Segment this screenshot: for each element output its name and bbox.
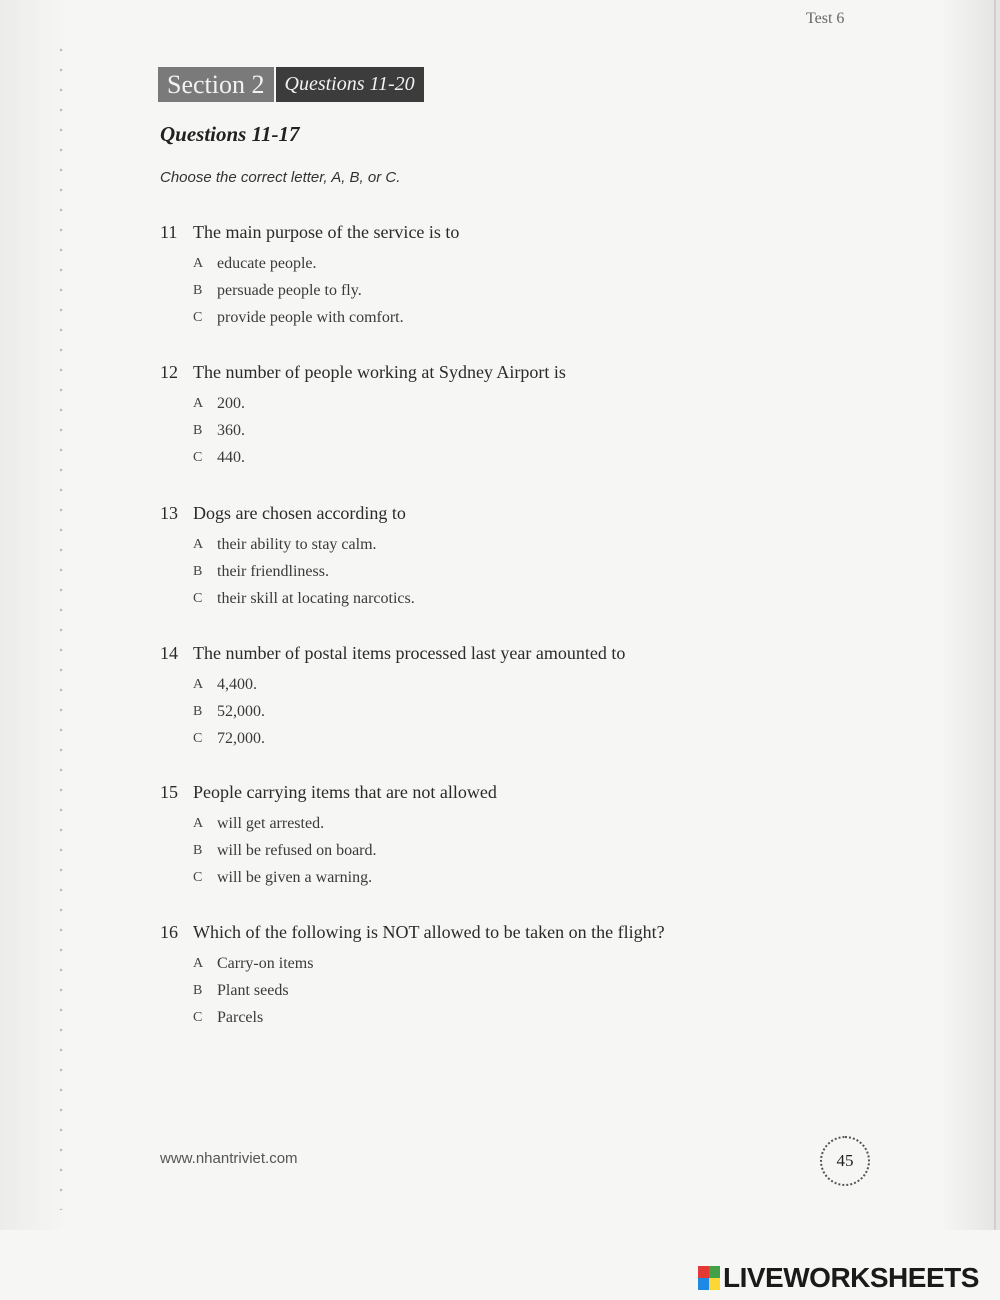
options-list [193,390,860,471]
option-c[interactable] [193,725,860,752]
brand-text: LIVEWORKSHEETS [723,1262,979,1293]
option-text: will get arrested. [217,814,325,832]
option-a[interactable] [193,810,860,837]
question-number: 11 [160,222,178,242]
question-15 [160,782,860,891]
binding-dots [58,40,64,1210]
option-text: 360. [217,421,245,439]
test-label: Test 6 [806,10,845,27]
option-text: 72,000. [217,729,265,747]
option-b[interactable] [193,558,860,585]
option-letter: A [193,395,204,411]
question-number: 13 [160,503,178,523]
question-12 [160,362,860,471]
question-text: The main purpose of the service is to [193,222,460,242]
section-banner [158,67,424,102]
option-c[interactable] [193,1004,860,1031]
option-text: persuade people to fly. [217,281,362,299]
logo-square-4 [709,1278,720,1290]
option-letter: C [193,1009,203,1025]
option-letter: C [193,869,203,885]
option-letter: B [193,982,203,998]
option-text: their skill at locating narcotics. [217,589,415,607]
footer-url: www.nhantriviet.com [160,1150,298,1167]
options-list [193,950,860,1031]
question-text: People carrying items that are not allowed [193,782,497,802]
option-text: 440. [217,448,245,466]
option-letter: A [193,955,204,971]
option-letter: B [193,703,203,719]
option-text: 200. [217,394,245,412]
option-a[interactable] [193,531,860,558]
option-c[interactable] [193,304,860,331]
option-text: Carry-on items [217,954,314,972]
question-14 [160,643,860,752]
section-label: Section 2 [158,67,274,102]
instruction-text: Choose the correct letter, A, B, or C. [160,169,401,186]
question-11 [160,222,860,331]
option-c[interactable] [193,444,860,471]
option-letter: A [193,676,204,692]
option-letter: A [193,815,204,831]
option-text: 4,400. [217,675,257,693]
options-list [193,810,860,891]
logo-square-3 [698,1278,709,1290]
options-list [193,250,860,331]
option-a[interactable] [193,671,860,698]
option-b[interactable] [193,277,860,304]
option-b[interactable] [193,417,860,444]
question-text: Which of the following is NOT allowed to be taken on the flight? [193,922,665,942]
option-b[interactable] [193,698,860,725]
page-number-badge: 45 [820,1136,870,1186]
question-number: 16 [160,922,178,942]
question-number: 14 [160,643,178,663]
option-b[interactable] [193,837,860,864]
option-text: provide people with comfort. [217,308,404,326]
option-letter: C [193,590,203,606]
question-16 [160,922,860,1031]
question-number: 15 [160,782,178,802]
logo-square-2 [709,1266,720,1278]
option-a[interactable] [193,250,860,277]
option-text: will be refused on board. [217,841,377,859]
page-shadow-right [940,0,1000,1230]
question-text: The number of postal items processed last year amounted to [193,643,626,663]
option-letter: C [193,449,203,465]
liveworksheets-logo-icon [698,1266,720,1290]
question-text: Dogs are chosen according to [193,503,406,523]
option-text: Parcels [217,1008,264,1026]
liveworksheets-brand[interactable] [698,1262,979,1294]
page-edge [994,0,996,1230]
question-number: 12 [160,362,178,382]
option-letter: B [193,422,203,438]
option-text: their ability to stay calm. [217,535,377,553]
option-a[interactable] [193,950,860,977]
option-text: educate people. [217,254,317,272]
option-letter: B [193,842,203,858]
option-b[interactable] [193,977,860,1004]
options-list [193,531,860,612]
option-letter: A [193,255,204,271]
question-group-title: Questions 11-17 [160,122,300,146]
option-text: Plant seeds [217,981,289,999]
option-text: will be given a warning. [217,868,373,886]
option-letter: A [193,536,204,552]
option-letter: C [193,730,203,746]
option-a[interactable] [193,390,860,417]
option-letter: B [193,282,203,298]
option-c[interactable] [193,864,860,891]
option-letter: C [193,309,203,325]
option-c[interactable] [193,585,860,612]
questions-range-label: Questions 11-20 [276,67,424,102]
logo-square-1 [698,1266,709,1278]
question-13 [160,503,860,612]
option-text: 52,000. [217,702,265,720]
question-text: The number of people working at Sydney Airport is [193,362,566,382]
options-list [193,671,860,752]
option-letter: B [193,563,203,579]
option-text: their friendliness. [217,562,329,580]
